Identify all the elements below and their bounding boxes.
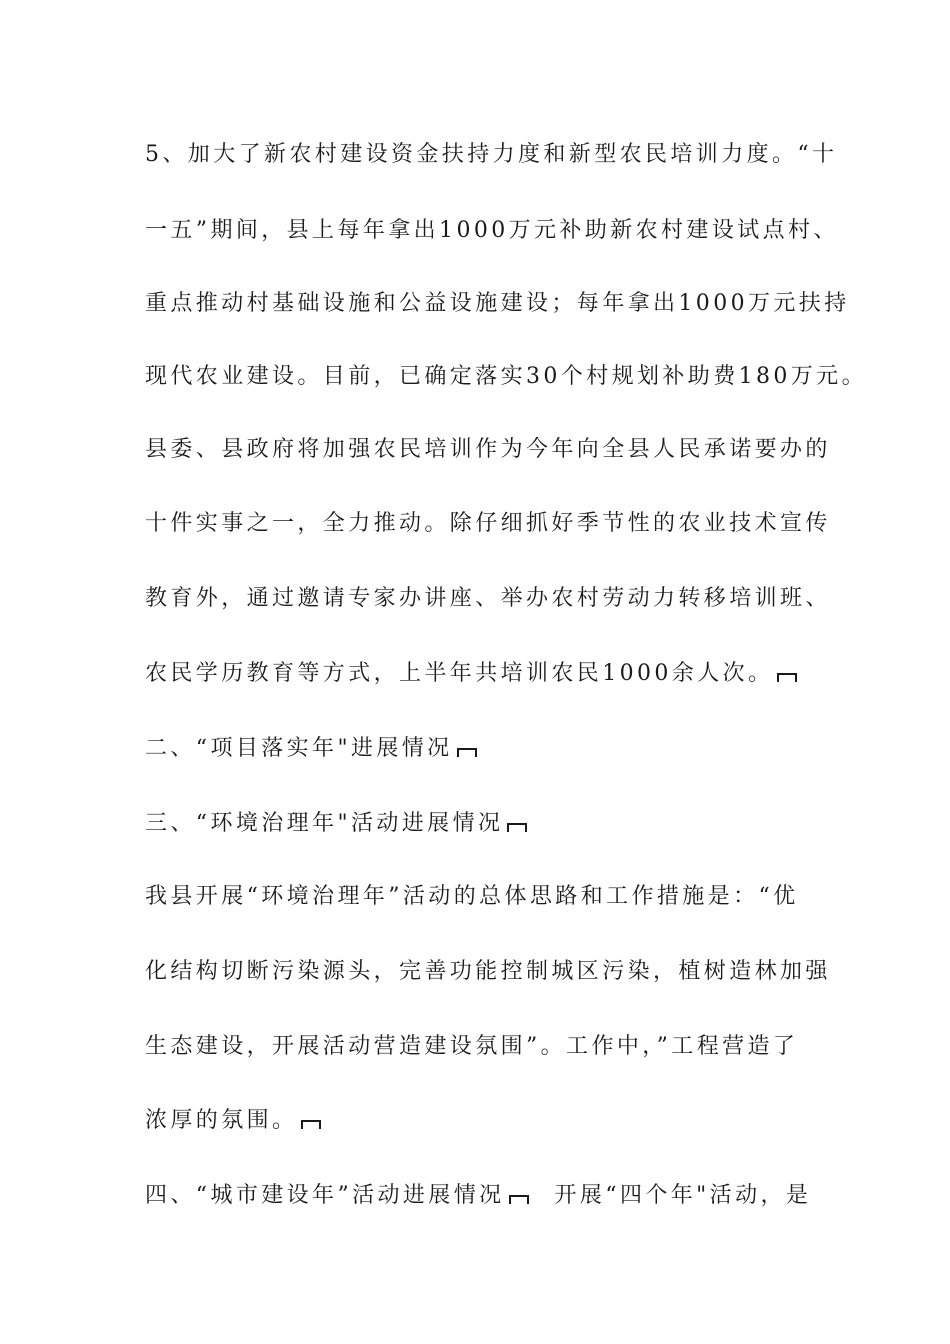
line-text: 重点推动村基础设施和公益设施建设；每年拿出1000万元扶持 [145, 291, 850, 316]
line-text: 化结构切断污染源头，完善功能控制城区污染，植树造林加强 [145, 959, 831, 984]
paragraph-mark-icon [777, 673, 797, 682]
line-text: 三、“环境治理年"活动进展情况 [145, 811, 504, 836]
paragraph-mark-icon [509, 1195, 529, 1204]
paragraph-mark-icon [507, 823, 527, 832]
line-text: 我县开展“环境治理年”活动的总体思路和工作措施是：“优 [145, 884, 799, 909]
line-text: 农民学历教育等方式，上半年共培训农民1000余人次。 [145, 661, 774, 686]
text-line-5 [145, 430, 865, 470]
text-line-11 [145, 877, 865, 917]
text-line-12 [145, 952, 865, 992]
text-line-4 [145, 357, 865, 397]
text-line-13 [145, 1027, 865, 1067]
text-line-2 [145, 211, 865, 251]
line-text: 生态建设，开展活动营造建设氛围”。工作中，”工程营造了 [145, 1034, 799, 1059]
text-line-6 [145, 504, 865, 544]
text-line-1 [145, 135, 865, 175]
text-line-14 [145, 1101, 865, 1141]
text-line-8 [145, 654, 865, 694]
line-text: 现代农业建设。目前，已确定落实30个村规划补助费180万元。 [145, 364, 867, 389]
line-text: 二、“项目落实年"进展情况 [145, 736, 453, 761]
line-text: 县委、县政府将加强农民培训作为今年向全县人民承诺要办的 [145, 437, 831, 462]
line-text: 十件实事之一，全力推动。除仔细抓好季节性的农业技术宣传 [145, 511, 831, 536]
heading-line-2 [145, 729, 865, 769]
heading-line-3 [145, 804, 865, 844]
line-text-continuation: 开展“四个年"活动，是 [554, 1183, 812, 1208]
paragraph-mark-icon [457, 748, 477, 757]
text-line-7 [145, 579, 865, 619]
paragraph-mark-icon [301, 1120, 321, 1129]
heading-line-4 [145, 1176, 865, 1216]
line-text: 四、“城市建设年”活动进展情况 [145, 1183, 505, 1208]
text-line-3 [145, 284, 865, 324]
line-text: 一五”期间，县上每年拿出1000万元补助新农村建设试点村、 [145, 218, 839, 243]
line-text: 教育外，通过邀请专家办讲座、举办农村劳动力转移培训班、 [145, 586, 831, 611]
line-text: 5、加大了新农村建设资金扶持力度和新型农民培训力度。“十 [145, 142, 838, 167]
line-text: 浓厚的氛围。 [145, 1108, 298, 1133]
